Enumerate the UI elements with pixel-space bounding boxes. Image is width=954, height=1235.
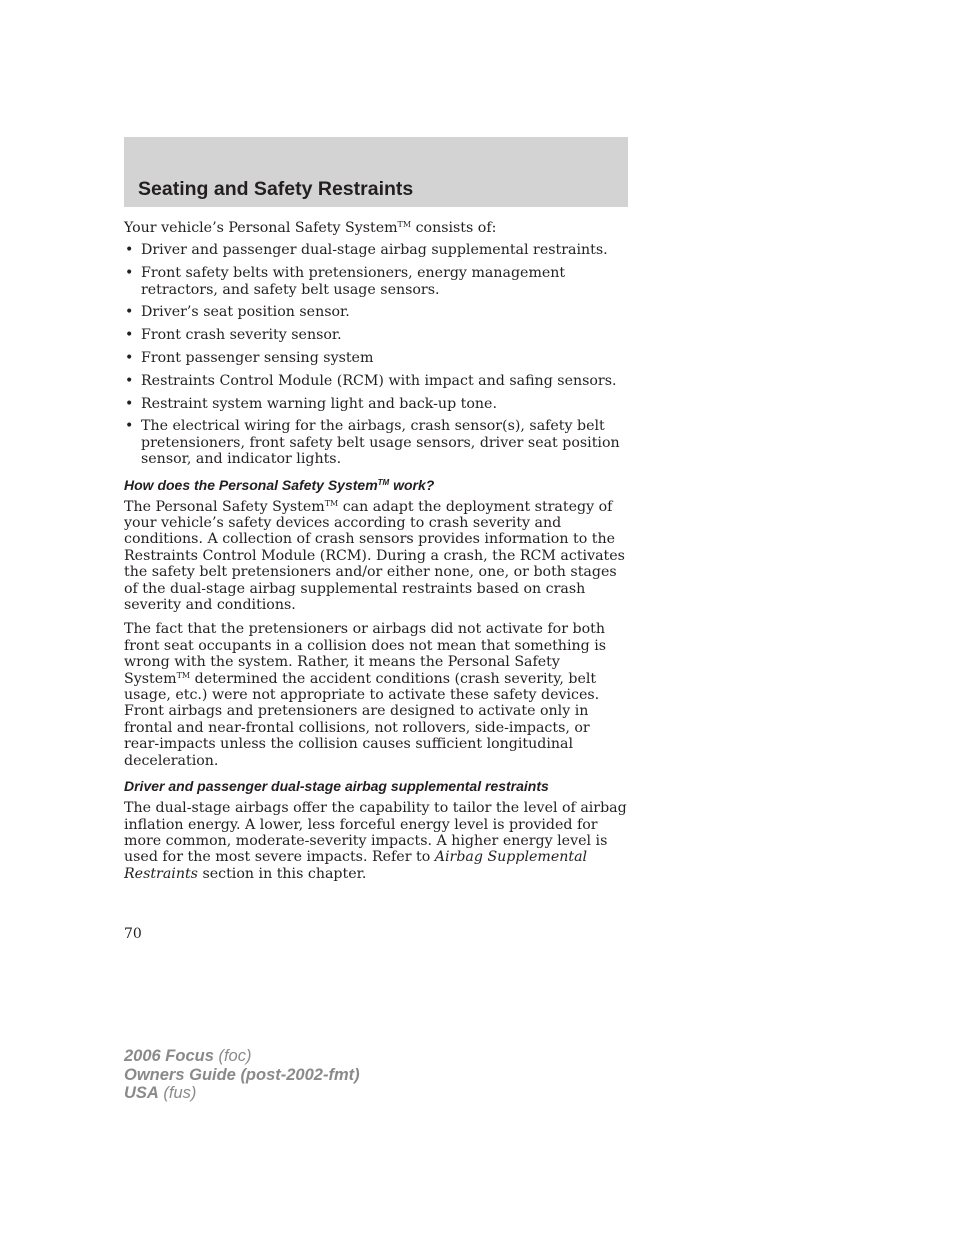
list-item-text: Driver and passenger dual-stage airbag supplemental restraints. [141,242,608,259]
page-number: 70 [124,926,142,942]
footer-market-code: (fus) [158,1084,197,1102]
footer-line-model [124,1047,360,1066]
list-item [124,265,628,298]
bullet-icon: • [125,304,134,321]
paragraph-text-end: determined the accident conditions (crash severity, belt usage, etc.) were not appropriate to activate these safety devices. Front airbags and pretensioners are designed to activate only in frontal and near-frontal collisions, not rollovers, side-impacts, or rear-impacts unless the collision causes sufficient longitudinal deceleration. [124,670,600,769]
trademark-mark: TM [377,477,390,487]
components-list [124,242,628,467]
paragraph-text: The Personal Safety System [124,498,325,515]
list-item-text: Restraints Control Module (RCM) with impact and safing sensors. [141,372,617,389]
subheading-dual-stage-airbags: Driver and passenger dual-stage airbag supplemental restraints [124,778,549,795]
footer-line-guide [124,1066,360,1085]
list-item [124,396,628,412]
bullet-icon: • [125,327,134,344]
footer-model: 2006 Focus [124,1047,214,1065]
bullet-icon: • [125,395,134,412]
cross-reference: Airbag Supplemental Restraints [124,849,588,882]
subheading-how-it-works [124,477,628,493]
document-footer [124,1047,360,1103]
list-item [124,304,628,320]
list-item [124,373,628,389]
intro-paragraph [124,220,628,236]
list-item [124,418,628,467]
paragraph-activation-note [124,621,628,769]
list-item-text: Front passenger sensing system [141,350,374,366]
list-item-text: Front crash severity sensor. [141,327,342,344]
footer-line-market [124,1084,360,1103]
list-item [124,327,628,343]
paragraph-text-end: can adapt the deployment strategy of your vehicle’s safety devices according to crash severity and conditions. A collection of crash sensors provides information to the Restraints Control Module (RCM). During a crash, the RCM activates the safety belt pretensioners and/or either none, one, or both stages of the dual-stage airbag supplemental restraints based on crash severity and conditions. [124,498,625,614]
footer-model-code: (foc) [213,1047,252,1065]
subheading-text: How does the Personal Safety System [124,476,378,493]
paragraph-text: The fact that the pretensioners or airbags did not activate for both front seat occupants in a collision does not mean that something is wrong with the system. Rather, it means the Personal Safety System [124,621,607,687]
section-title: Seating and Safety Restraints [138,178,414,200]
bullet-icon: • [125,265,134,282]
paragraph-dual-stage [124,800,628,882]
list-item-text: Front safety belts with pretensioners, energy management retractors, and safety belt usage sensors. [141,265,566,298]
page-content [124,220,628,890]
list-item-text: The electrical wiring for the airbags, crash sensor(s), safety belt pretensioners, front safety belt usage sensors, driver seat position sensor, and indicator lights. [141,418,620,468]
trademark-mark: TM [397,220,412,229]
intro-text-end: consists of: [411,220,497,236]
bullet-icon: • [125,372,134,389]
section-header-band [124,137,628,207]
subheading-text-end: work? [389,476,435,493]
trademark-mark: TM [324,498,339,508]
bullet-icon: • [125,418,134,435]
footer-market: USA [124,1084,159,1102]
list-item-text: Restraint system warning light and back-up tone. [141,395,497,412]
intro-text: Your vehicle’s Personal Safety System [124,220,398,236]
bullet-icon: • [125,242,134,259]
paragraph-deployment-strategy [124,499,628,614]
bullet-icon: • [125,350,134,366]
footer-guide: Owners Guide (post-2002-fmt) [124,1065,360,1084]
trademark-mark: TM [176,670,191,680]
list-item-text: Driver’s seat position sensor. [141,304,350,321]
paragraph-text-end: section in this chapter. [197,865,367,882]
list-item [124,242,628,258]
paragraph-text: The dual-stage airbags offer the capability to tailor the level of airbag inflation energy. A lower, less forceful energy level is provided for more common, moderate-severity impacts. A higher energy level is used for the most severe impacts. Refer to [124,800,627,866]
list-item [124,350,628,366]
